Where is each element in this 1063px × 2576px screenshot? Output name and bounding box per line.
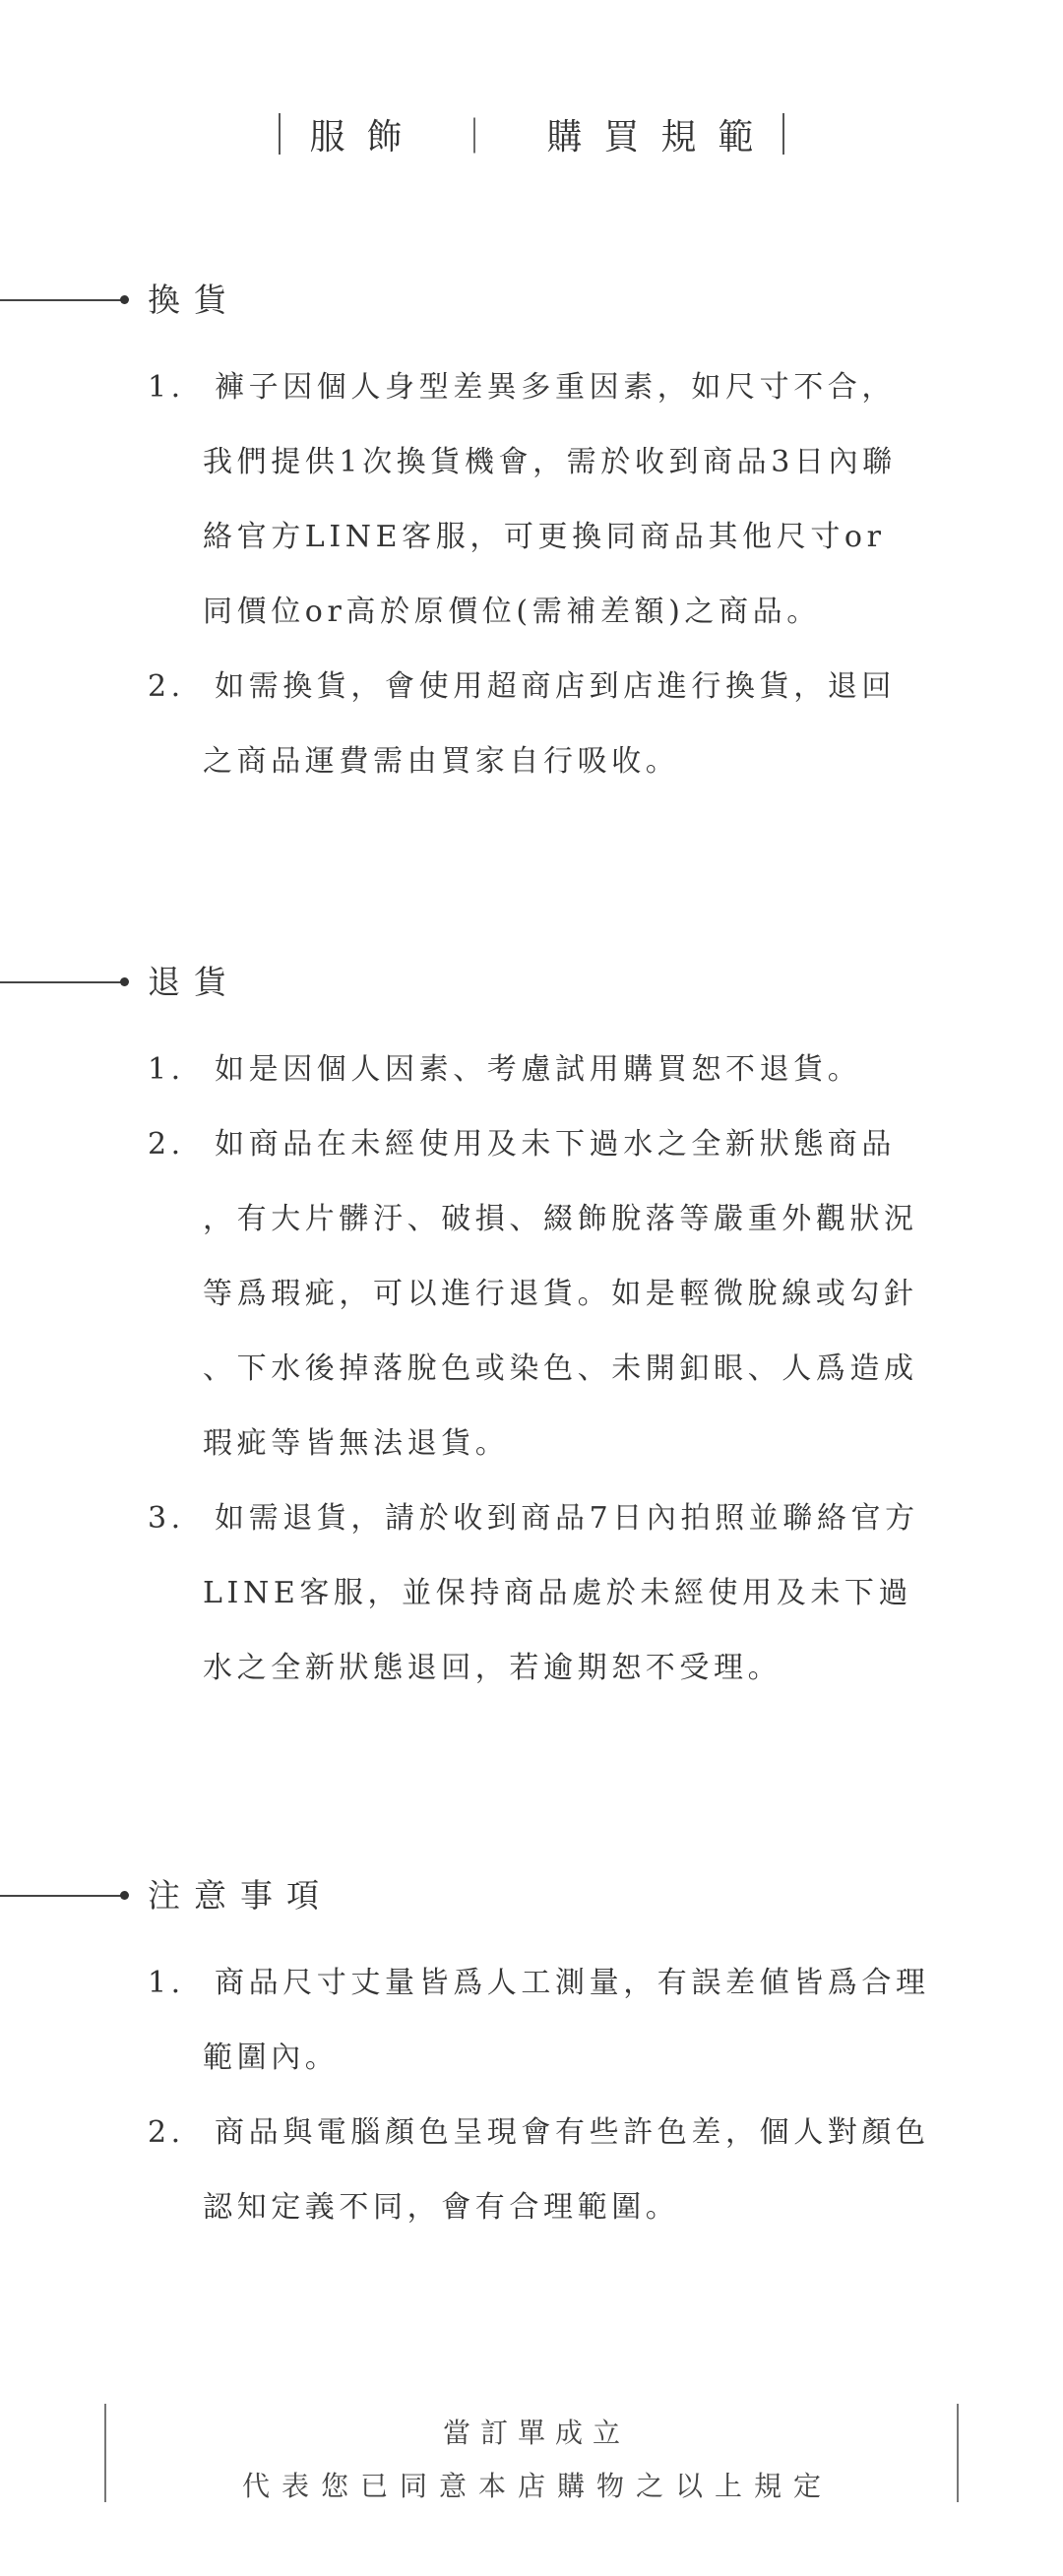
rule-number: 2. <box>148 1127 185 1162</box>
rule-item <box>0 1107 1063 1481</box>
rule-line: 等爲瑕疵，可以進行退貨。如是輕微脫線或勾針 <box>203 1277 918 1311</box>
rule-number: 1. <box>148 1966 185 2000</box>
section-bullet-dot <box>120 1891 129 1900</box>
rule-line: 我們提供1次換貨機會，需於收到商品3日內聯 <box>203 445 897 479</box>
rule-text <box>191 1481 998 1706</box>
section-title: 換貨 <box>148 281 240 319</box>
rule-list <box>0 1946 1063 2245</box>
section-rule-line <box>0 1895 124 1897</box>
rule-item <box>0 1946 1063 2096</box>
rule-line: 瑕疵等皆無法退貨。 <box>203 1426 510 1461</box>
rule-line: 水之全新狀態退回，若逾期恕不受理。 <box>203 1651 782 1685</box>
rule-number: 1. <box>148 370 185 405</box>
rule-text <box>191 2096 998 2245</box>
section-heading <box>0 1873 1063 1922</box>
page-footer <box>0 2404 1063 2502</box>
rule-line: 之商品運費需由買家自行吸收。 <box>203 744 680 779</box>
rule-line: 商品尺寸丈量皆爲人工測量，有誤差値皆爲合理 <box>215 1966 930 2000</box>
rule-number: 2. <box>148 2115 185 2150</box>
rule-line: 如需退貨，請於收到商品7日內拍照並聯絡官方 <box>215 1501 919 1536</box>
rule-line: 範圍內。 <box>203 2041 340 2075</box>
page-header <box>0 106 1063 161</box>
rule-line: ，有大片髒汙、破損、綴飾脫落等嚴重外觀狀況 <box>203 1202 918 1236</box>
section-bullet-dot <box>120 295 129 304</box>
rule-line: 絡官方LINE客服，可更換同商品其他尺寸or <box>203 520 886 554</box>
footer-line-order: 當訂單成立 <box>442 2417 630 2449</box>
rule-line: 認知定義不同，會有合理範圍。 <box>203 2190 680 2225</box>
rule-text <box>191 350 998 650</box>
section-title: 退貨 <box>148 963 240 1001</box>
rule-item <box>0 350 1063 650</box>
section-rule-line <box>0 299 124 301</box>
section-exchange <box>0 278 1063 799</box>
header-right-bar <box>782 113 784 155</box>
rule-list <box>0 350 1063 799</box>
rule-line: 同價位or高於原價位(需補差額)之商品。 <box>203 595 821 629</box>
rule-text <box>191 1033 998 1107</box>
rule-item <box>0 650 1063 799</box>
rule-number: 1. <box>148 1052 185 1087</box>
rule-line: 商品與電腦顏色呈現會有些許色差，個人對顏色 <box>215 2115 930 2150</box>
rule-text <box>191 650 998 799</box>
rule-line: 如是因個人因素、考慮試用購買恕不退貨。 <box>215 1052 862 1087</box>
rule-text <box>191 1107 998 1481</box>
section-notes <box>0 1873 1063 2245</box>
section-title: 注意事項 <box>148 1876 333 1915</box>
rule-item <box>0 1033 1063 1107</box>
rule-line: LINE客服，並保持商品處於未經使用及未下過 <box>203 1576 913 1610</box>
rule-line: 如需換貨，會使用超商店到店進行換貨，退回 <box>215 669 896 704</box>
rule-line: 褲子因個人身型差異多重因素，如尺寸不合， <box>215 370 896 405</box>
section-bullet-dot <box>120 977 129 986</box>
footer-line-agreement: 代表您已同意本店購物之以上規定 <box>241 2470 833 2502</box>
rule-line: 如商品在未經使用及未下過水之全新狀態商品 <box>215 1127 896 1162</box>
rule-text <box>191 1946 998 2096</box>
rule-list <box>0 1033 1063 1706</box>
rule-item <box>0 2096 1063 2245</box>
page-title: 服飾 ｜ 購買規範 <box>309 116 776 157</box>
rule-item <box>0 1481 1063 1706</box>
rule-number: 3. <box>148 1501 185 1536</box>
section-heading <box>0 960 1063 1009</box>
rule-number: 2. <box>148 669 185 704</box>
rule-line: 、下水後掉落脫色或染色、未開釦眼、人爲造成 <box>203 1351 918 1386</box>
section-heading <box>0 278 1063 327</box>
section-return <box>0 960 1063 1706</box>
section-rule-line <box>0 981 124 983</box>
